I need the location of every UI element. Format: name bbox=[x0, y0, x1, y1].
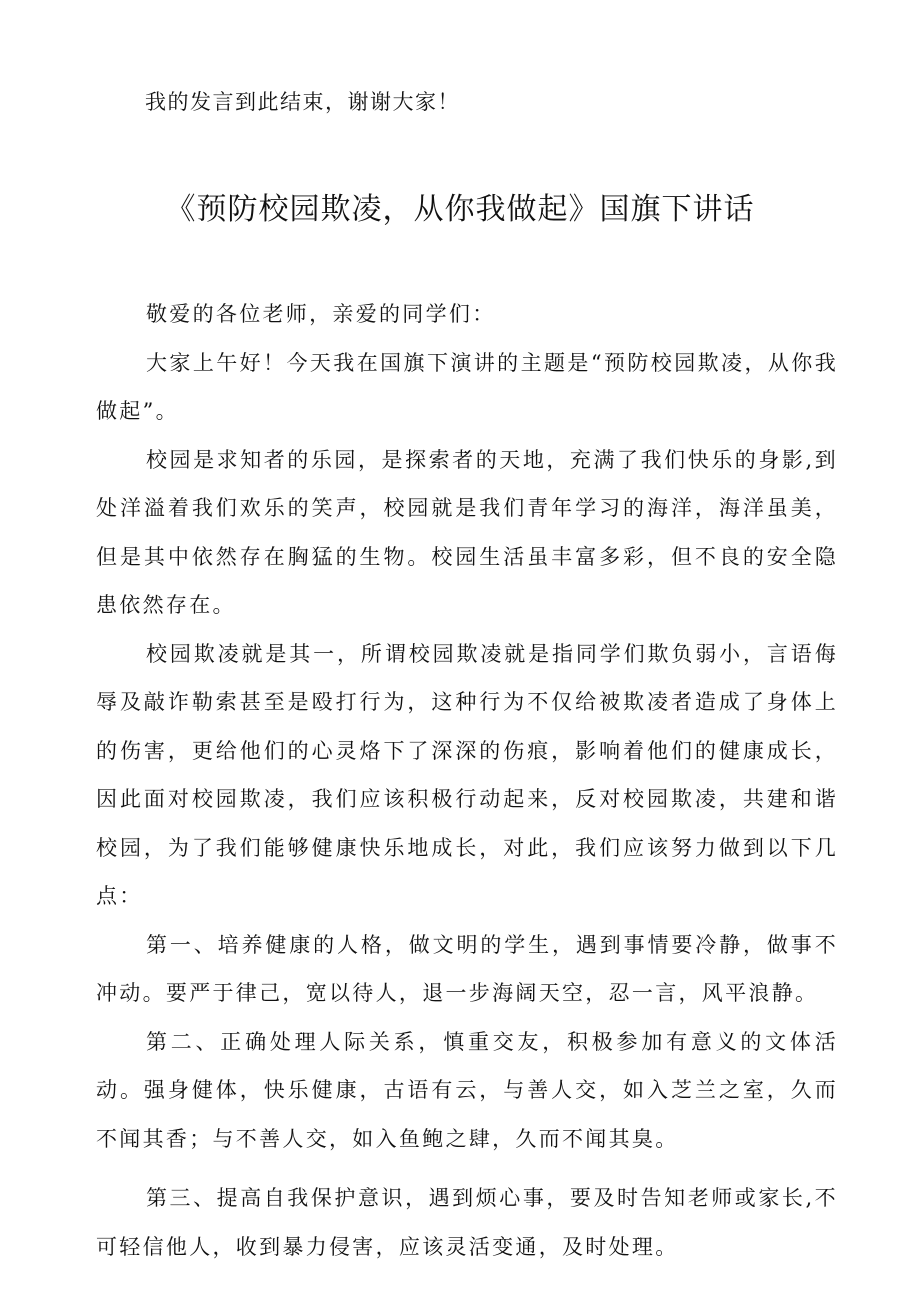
point-two-paragraph: 第二、正确处理人际关系，慎重交友，积极参加有意义的文体活动。强身健体，快乐健康，古语有云，与善人交，如入芝兰之室，久而不闻其香；与不善人交，如入鱼鲍之肆，久而不闻其臭。 bbox=[96, 1029, 838, 1151]
bullying-paragraph: 校园欺凌就是其一，所谓校园欺凌就是指同学们欺负弱小，言语侮辱及敲诈勒索甚至是殴打行为，这种行为不仅给被欺凌者造成了身体上的伤害，更给他们的心灵烙下了深深的伤痕，影响着他们的健康成长，因此面对校园欺凌，我们应该积极行动起来，反对校园欺凌，共建和谐校园，为了我们能够健康快乐地成长，对此，我们应该努力做到以下几点： bbox=[96, 641, 838, 908]
speech-title: 《预防校园欺凌，从你我做起》国旗下讲话 bbox=[165, 192, 755, 227]
speech-body bbox=[96, 290, 838, 1271]
point-one-paragraph: 第一、培养健康的人格，做文明的学生，遇到事情要冷静，做事不冲动。要严于律己，宽以待人，退一步海阔天空，忍一言，风平浪静。 bbox=[96, 932, 838, 1005]
campus-paragraph: 校园是求知者的乐园，是探索者的天地，充满了我们快乐的身影,到处洋溢着我们欢乐的笑声，校园就是我们青年学习的海洋，海洋虽美，但是其中依然存在胸猛的生物。校园生活虽丰富多彩，但不良的安全隐患依然存在。 bbox=[96, 447, 838, 617]
closing-line: 我的发言到此结束，谢谢大家！ bbox=[145, 90, 460, 114]
greeting-paragraph: 大家上午好！今天我在国旗下演讲的主题是“预防校园欺凌，从你我做起”。 bbox=[96, 350, 838, 423]
salutation-paragraph: 敬爱的各位老师，亲爱的同学们： bbox=[146, 302, 496, 326]
point-three-paragraph: 第三、提高自我保护意识，遇到烦心事，要及时告知老师或家长,不可轻信他人，收到暴力侵害，应该灵活变通，及时处理。 bbox=[96, 1186, 838, 1259]
